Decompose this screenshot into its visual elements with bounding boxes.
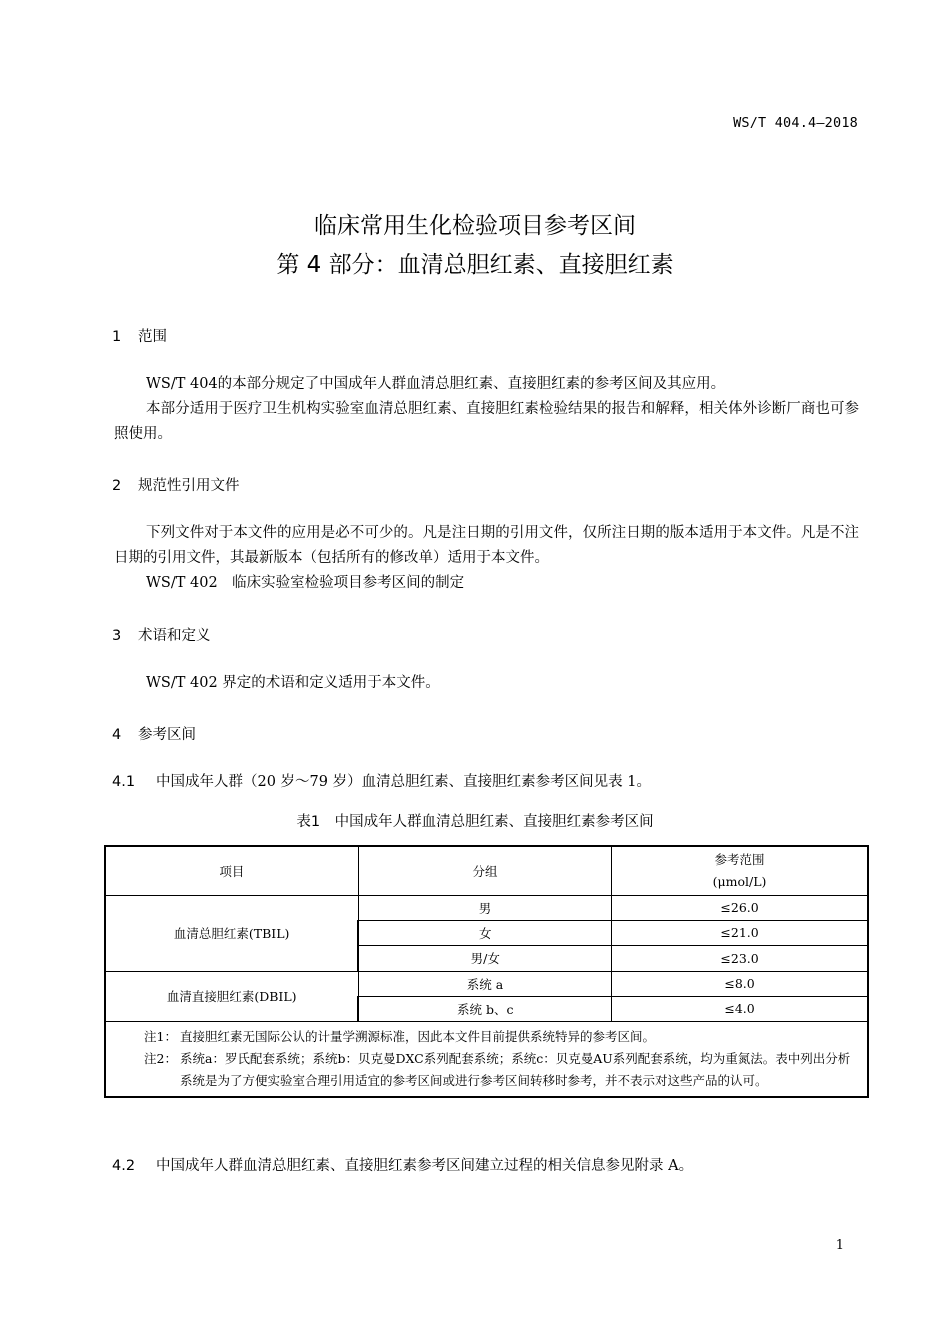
section-title: 规范性引用文件 xyxy=(138,478,240,494)
reference-interval-table xyxy=(104,845,869,1098)
range-cell: ≤21.0 xyxy=(612,920,868,945)
group-cell: 男 xyxy=(358,895,611,920)
table-row xyxy=(105,971,868,996)
section-heading-1 xyxy=(112,325,167,346)
note-text: 直接胆红素无国际公认的计量学溯源标准，因此本文件目前提供系统特异的参考区间。 xyxy=(180,1028,656,1044)
section-title: 参考区间 xyxy=(138,727,196,743)
section-heading-3 xyxy=(112,624,211,645)
section-title: 术语和定义 xyxy=(138,628,211,644)
table-notes xyxy=(105,1021,868,1097)
paragraph xyxy=(114,372,859,397)
note-label: 注1： xyxy=(144,1028,177,1044)
header-group: 分组 xyxy=(358,846,611,895)
section-heading-4 xyxy=(112,723,196,744)
paragraph-text: WS/T 402 界定的术语和定义适用于本文件。 xyxy=(146,675,440,691)
page-number: 1 xyxy=(835,1238,844,1253)
table-note-2 xyxy=(144,1048,859,1092)
section-number: 4 xyxy=(112,727,122,743)
table-header-row xyxy=(105,846,868,895)
section-number: 1 xyxy=(112,329,122,345)
group-cell: 男/女 xyxy=(358,945,611,971)
paragraph-text: 中国成年人群血清总胆红素、直接胆红素参考区间建立过程的相关信息参见附录 A。 xyxy=(156,1158,694,1174)
clause-4-1 xyxy=(112,770,857,795)
range-cell: ≤23.0 xyxy=(612,945,868,971)
table-notes-row xyxy=(105,1021,868,1097)
header-item: 项目 xyxy=(105,846,358,895)
table-title: 表1 中国成年人群血清总胆红素、直接胆红素参考区间 xyxy=(296,814,654,830)
item-tbil: 血清总胆红素(TBIL) xyxy=(105,895,358,971)
header-range-label: 参考范围 xyxy=(714,851,765,867)
paragraph-text: 本部分适用于医疗卫生机构实验室血清总胆红素、直接胆红素检验结果的报告和解释，相关体外诊断厂商也可参照使用。 xyxy=(114,401,859,442)
clause-number: 4.2 xyxy=(112,1158,136,1174)
section-number: 2 xyxy=(112,478,122,494)
clause-4-2 xyxy=(112,1154,857,1179)
group-cell: 系统 a xyxy=(358,971,611,996)
group-cell: 系统 b、c xyxy=(358,996,611,1021)
table-row xyxy=(105,895,868,920)
range-cell: ≤8.0 xyxy=(612,971,868,996)
section-heading-2 xyxy=(112,474,240,495)
note-label: 注2： xyxy=(144,1050,177,1066)
range-cell: ≤26.0 xyxy=(612,895,868,920)
paragraph-text: WS/T 404的本部分规定了中国成年人群血清总胆红素、直接胆红素的参考区间及其应用。 xyxy=(146,376,726,392)
header-range-unit: (μmol/L) xyxy=(712,873,767,889)
standard-code: WS/T 404.4—2018 xyxy=(733,115,858,131)
header-range xyxy=(612,846,868,895)
table-note-1 xyxy=(144,1026,859,1048)
range-cell: ≤4.0 xyxy=(612,996,868,1021)
paragraph xyxy=(114,521,859,571)
paragraph xyxy=(114,571,859,596)
item-dbil: 血清直接胆红素(DBIL) xyxy=(105,971,358,1021)
paragraph-text: 下列文件对于本文件的应用是必不可少的。凡是注日期的引用文件，仅所注日期的版本适用于本文件。凡是不注日期的引用文件，其最新版本（包括所有的修改单）适用于本文件。 xyxy=(114,525,859,566)
section-title: 范围 xyxy=(138,329,167,345)
paragraph xyxy=(114,397,859,447)
paragraph-text: WS/T 402 临床实验室检验项目参考区间的制定 xyxy=(146,575,465,591)
document-subtitle: 第 4 部分：血清总胆红素、直接胆红素 xyxy=(276,252,674,278)
clause-number: 4.1 xyxy=(112,774,136,790)
paragraph xyxy=(114,671,859,696)
paragraph-text: 中国成年人群（20 岁～79 岁）血清总胆红素、直接胆红素参考区间见表 1。 xyxy=(156,774,651,790)
group-cell: 女 xyxy=(358,920,611,945)
note-text: 系统a：罗氏配套系统；系统b：贝克曼DXC系列配套系统；系统c：贝克曼AU系列配套系统，均为重氮法。表中列出分析系统是为了方便实验室合理引用适宜的参考区间或进行参考区间转移时参考，并不表示对这些产品的认可。 xyxy=(180,1050,851,1088)
section-number: 3 xyxy=(112,628,122,644)
document-title: 临床常用生化检验项目参考区间 xyxy=(314,213,636,239)
